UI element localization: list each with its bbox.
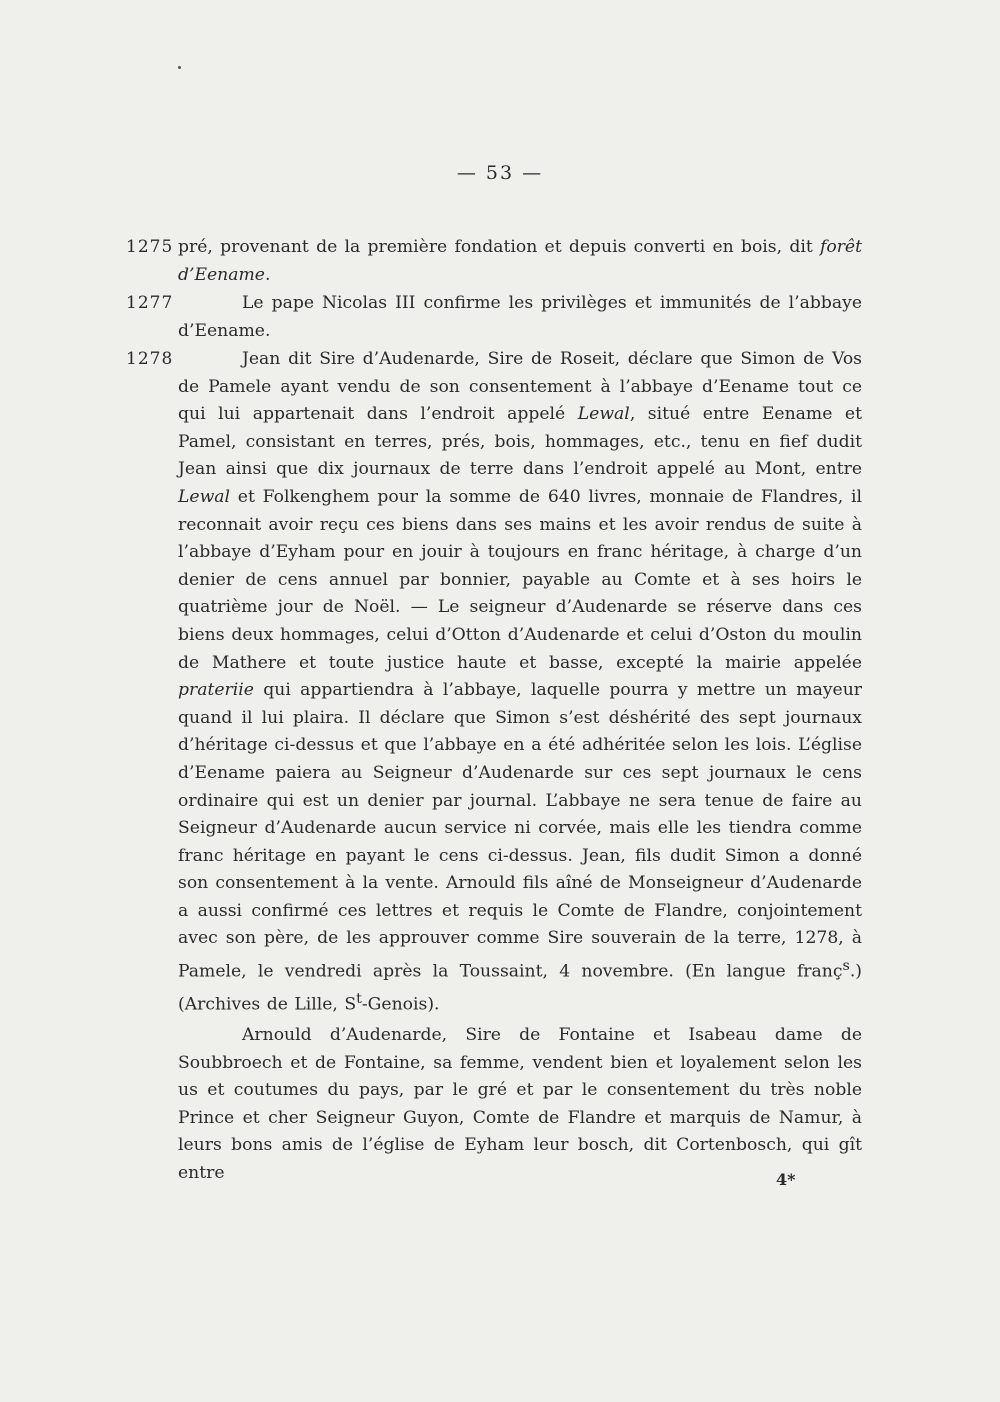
- entry-text-italic: forêt d’Eename: [178, 237, 862, 285]
- place-name-italic: Lewal: [178, 486, 231, 507]
- place-name-italic: Lewal: [577, 404, 630, 425]
- term-italic: prateriie: [178, 680, 254, 701]
- continuation-paragraph: Arnould d’Audenarde, Sire de Fontaine et Isabeau dame de Soubbroech et de Fontaine, sa femme, vendent bien et loyalement selon les us et coutumes du pays, par le gré et par le consentement du très noble Prince et cher Seigneur Guyon, Comte de Flandre et marquis de Namur, à leurs bons amis de l’église de Eyham leur bosch, dit Cortenbosch, qui gît entre: [178, 1025, 862, 1183]
- entry-text-part: et Folkenghem pour la somme de 640 livres, monnaie de Flandres, il reconnait avoir reçu ces biens dans ses mains et les avoir rendus de suite à l’abbaye d’Eyham pour en jouir à toujours en franc héritage, à charge d’un denier de cens annuel par bonnier, payable au Comte et à ses hoirs le quatrième jour de Noël. — Le seigneur d’Audenarde se réserve dans ces biens deux hommages, celui d’Otton d’Audenarde et celui d’Oston du moulin de Mathere et toute justice haute et basse, excepté la mairie appelée: [178, 486, 862, 673]
- entry-text-part: -Genois).: [361, 995, 440, 1016]
- entry-year: 1277: [126, 293, 174, 313]
- entry-year: 1275: [126, 237, 174, 257]
- entry-text-part: qui appartiendra à l’abbaye, laquelle pourra y mettre un mayeur quand il lui plaira. Il déclare que Simon s’est déshérité des sept journaux d’héritage ci-dessus et que l’abbaye en a été adhéritée selon les lois. L’église d’Eename paiera au Seigneur d’Audenarde sur ces sept journaux le cens ordinaire qui est un denier par journal. L’abbaye ne sera tenue de faire au Seigneur d’Audenarde aucun service ni corvée, mais elle les tiendra comme franc héritage en payant le cens ci-dessus. Jean, fils dudit Simon a donné son consentement à la vente. Arnould fils aîné de Monseigneur d’Audenarde a aussi confirmé ces lettres et requis le Comte de Flandre, conjointement avec son père, de les approuver comme Sire souverain de la terre, 1278, à Pamele, le vendredi après la Toussaint, 4 novembre. (En langue franç: [178, 680, 862, 982]
- entry-year: 1278: [126, 349, 174, 369]
- entry-text-part: .) (Archives de Lille, S: [178, 961, 862, 1016]
- entry-text-part: , situé entre Eename et Pamel, consistant en terres, prés, bois, hommages, etc., tenu en fief dudit Jean ainsi que dix journaux de terre dans l’endroit appelé au Mont, entre: [178, 404, 862, 480]
- entry-text: Le pape Nicolas III confirme les privilèges et immunités de l’abbaye d’Eename.: [178, 293, 862, 341]
- entry-text-part: .: [264, 264, 271, 285]
- page-number: — 53 —: [456, 162, 544, 184]
- entry-text: [178, 346, 862, 1020]
- entry-text-part: Jean dit Sire d’Audenarde, Sire de Roseit, déclare que Simon de Vos de Pamele ayant vendu de son consentement à l’abbaye d’Eename tout ce qui lui appartenait dans l’endroit appelé: [178, 349, 862, 425]
- paper-speck: [178, 66, 181, 69]
- superscript: s: [842, 958, 850, 975]
- entry-text-part: pré, provenant de la première fondation et depuis converti en bois, dit: [178, 237, 820, 257]
- entry-text: [178, 234, 862, 289]
- superscript: t: [356, 991, 362, 1008]
- signature-mark: 4*: [776, 1170, 796, 1189]
